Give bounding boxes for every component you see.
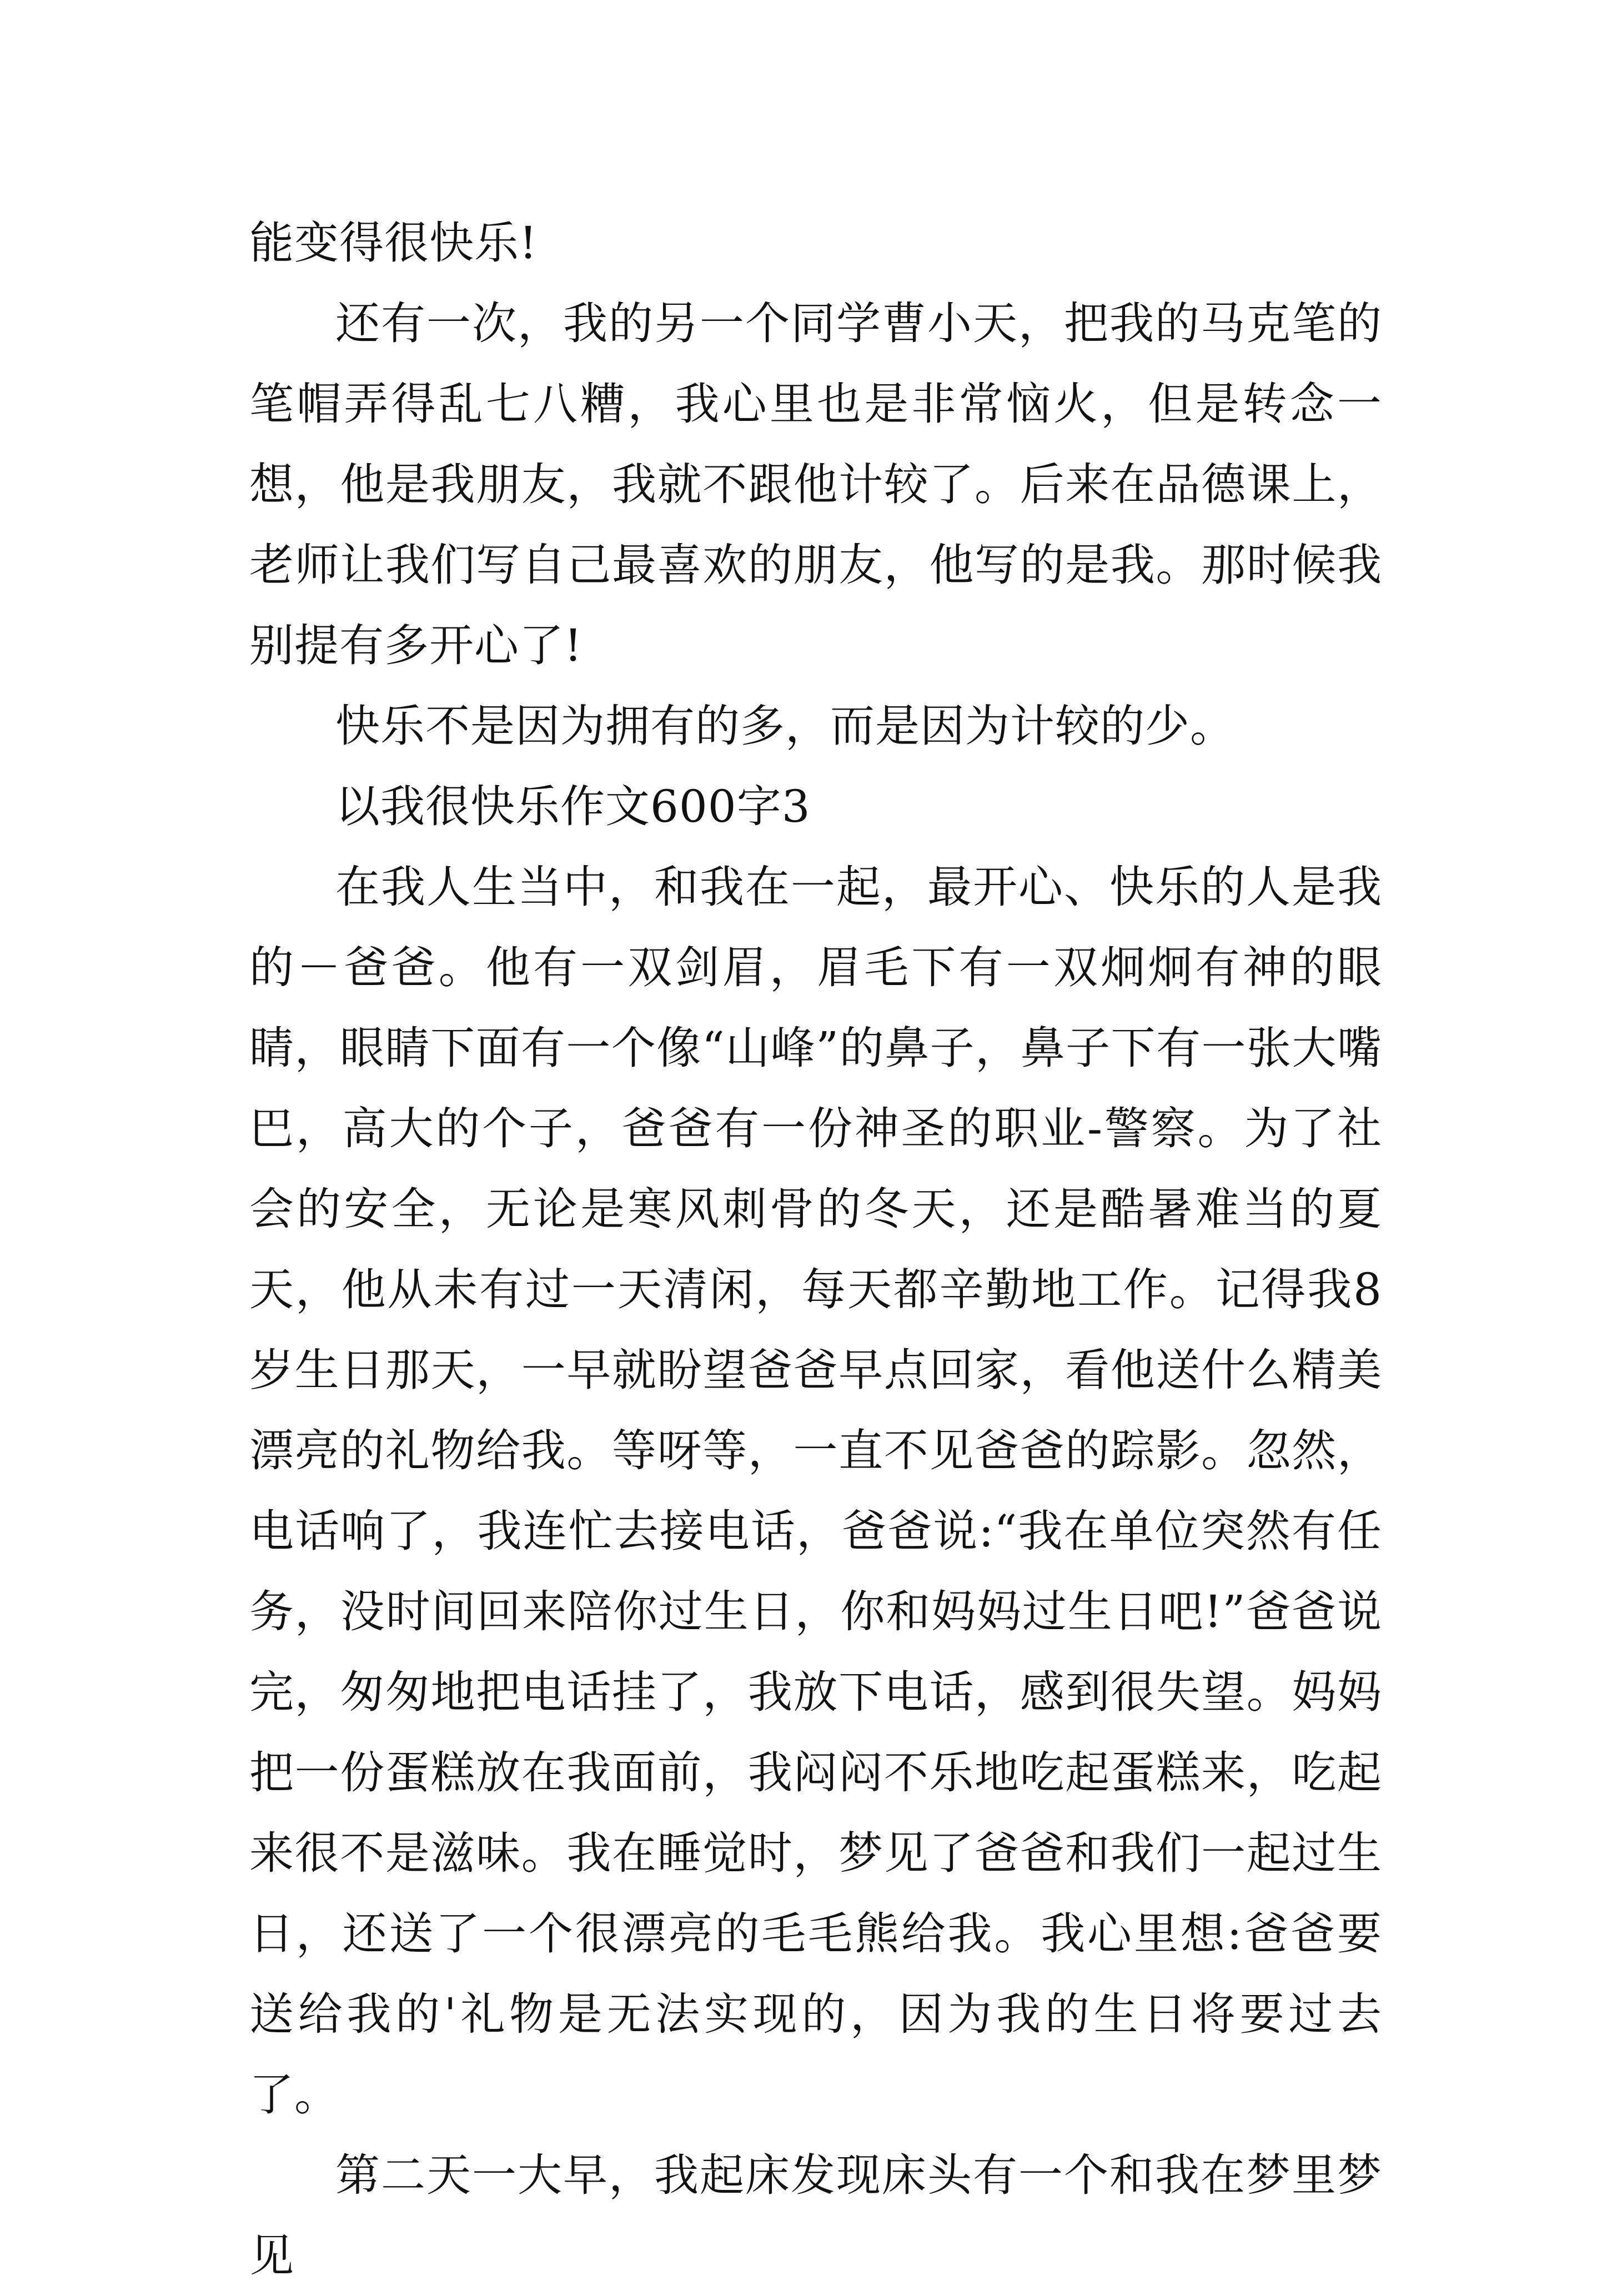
paragraph-next-morning: 第二天一大早，我起床发现床头有一个和我在梦里梦见 (249, 2149, 1382, 2282)
paragraph-marker-pen-story: 还有一次，我的另一个同学曹小天，把我的马克笔的笔帽弄得乱七八糟，我心里也是非常恼火，但是转念一想，他是我朋友，我就不跟他计较了。后来在品德课上，老师让我们写自己最喜欢的朋友，他写的是我。那时候我别提有多开心了! (249, 298, 1382, 671)
essay-body (249, 203, 1382, 2296)
paragraph-continuation: 能变得很快乐! (249, 217, 538, 269)
paragraph-father-story: 在我人生当中，和我在一起，最开心、快乐的人是我的－爸爸。他有一双剑眉，眉毛下有一双炯炯有神的眼睛，眼睛下面有一个像“山峰”的鼻子，鼻子下有一张大嘴巴，高大的个子，爸爸有一份神圣的职业-警察。为了社会的安全，无论是寒风刺骨的冬天，还是酷暑难当的夏天，他从未有过一天清闲，每天都辛勤地工作。记得我8岁生日那天，一早就盼望爸爸早点回家，看他送什么精美漂亮的礼物给我。等呀等，一直不见爸爸的踪影。忽然，电话响了，我连忙去接电话，爸爸说:“我在单位突然有任务，没时间回来陪你过生日，你和妈妈过生日吧!”爸爸说完，匆匆地把电话挂了，我放下电话，感到很失望。妈妈把一份蛋糕放在我面前，我闷闷不乐地吃起蛋糕来，吃起来很不是滋味。我在睡觉时，梦见了爸爸和我们一起过生日，还送了一个很漂亮的毛毛熊给我。我心里想:爸爸要送给我的'礼物是无法实现的，因为我的生日将要过去了。 (249, 861, 1382, 2121)
paragraph-conclusion: 快乐不是因为拥有的多，而是因为计较的少。 (335, 700, 1235, 752)
essay-heading: 以我很快乐作文600字3 (335, 781, 811, 832)
